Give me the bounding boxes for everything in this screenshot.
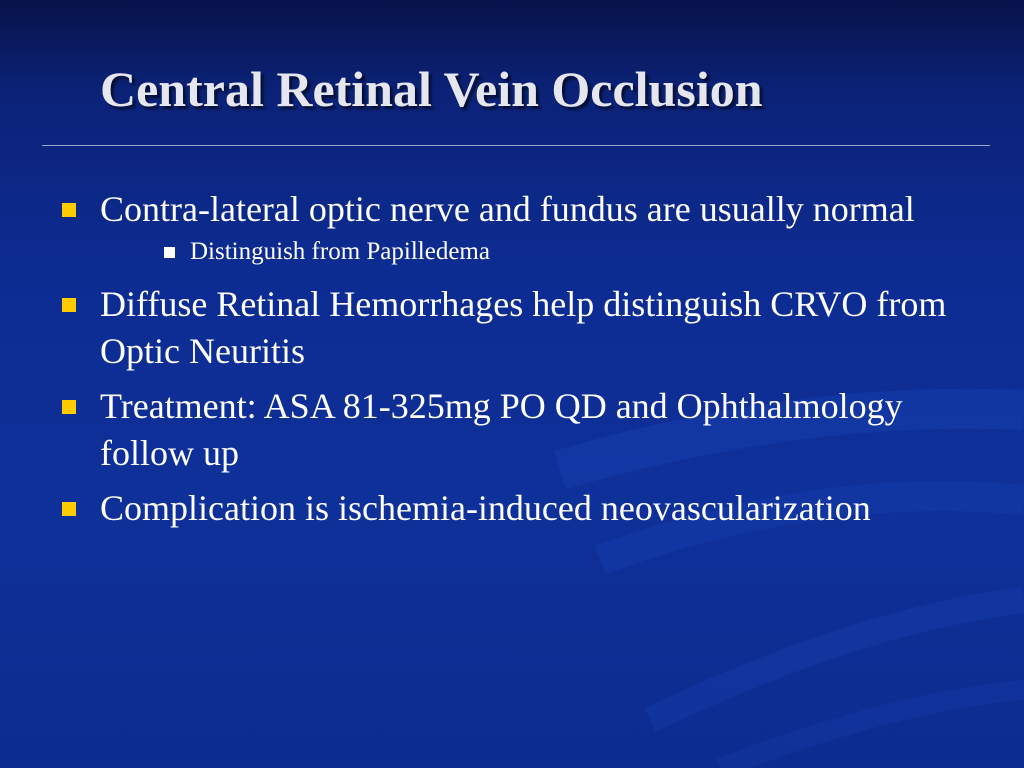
bullet-list: [62, 186, 962, 540]
bullet-text: Treatment: ASA 81-325mg PO QD and Ophthalmology follow up: [100, 386, 903, 473]
square-bullet-icon: [62, 298, 76, 312]
square-bullet-icon: [62, 502, 76, 516]
bullet-item: [62, 281, 962, 375]
square-bullet-icon: [62, 203, 76, 217]
title-divider: [42, 145, 990, 146]
bullet-text: Complication is ischemia-induced neovascularization: [100, 488, 871, 528]
sub-bullet-item: [164, 235, 962, 269]
slide-title: Central Retinal Vein Occlusion: [100, 61, 763, 117]
bullet-item: [62, 383, 962, 477]
square-sub-bullet-icon: [164, 247, 175, 258]
square-bullet-icon: [62, 400, 76, 414]
swoosh-curve-faint: [720, 690, 1024, 768]
bullet-item: [62, 186, 962, 233]
bullet-text: Diffuse Retinal Hemorrhages help distinguish CRVO from Optic Neuritis: [100, 284, 947, 371]
bullet-text: Contra-lateral optic nerve and fundus are usually normal: [100, 189, 915, 229]
bullet-item: [62, 485, 962, 532]
sub-bullet-text: Distinguish from Papilledema: [190, 238, 490, 265]
